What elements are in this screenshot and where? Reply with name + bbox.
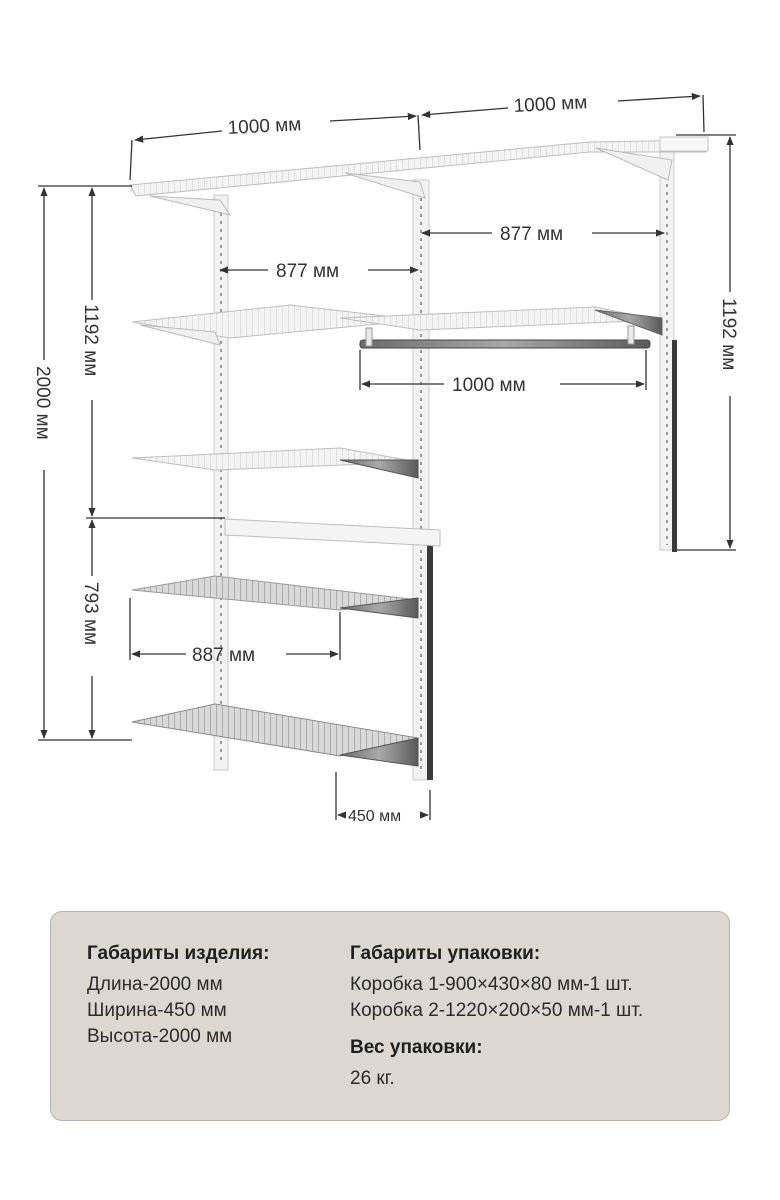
package-dimensions bbox=[350, 942, 643, 1092]
product-dimensions-header: Габариты изделия: bbox=[87, 943, 270, 964]
dim-inner-right-span: 877 мм bbox=[500, 224, 564, 245]
dim-depth: 450 мм bbox=[348, 808, 402, 825]
shelf-left-2 bbox=[132, 305, 420, 345]
dim-top-right-width: 1000 мм bbox=[513, 92, 588, 117]
product-length: Длина-2000 мм bbox=[87, 974, 223, 995]
package-box-1: Коробка 1-900×430×80 мм-1 шт. bbox=[350, 974, 633, 995]
vertical-rail-right bbox=[660, 150, 677, 552]
shelf-right-with-rod bbox=[340, 307, 662, 348]
dim-total-height: 2000 мм bbox=[32, 366, 53, 440]
shelf-left-3 bbox=[132, 448, 418, 478]
package-weight-value: 26 кг. bbox=[350, 1068, 395, 1089]
dim-lower-shelf-span: 887 мм bbox=[192, 645, 256, 666]
shelf-left-4 bbox=[132, 576, 418, 618]
package-dimensions-header: Габариты упаковки: bbox=[350, 943, 541, 964]
product-dimensions bbox=[87, 942, 269, 1050]
product-width: Ширина-450 мм bbox=[87, 1000, 227, 1021]
vertical-rail-left bbox=[214, 195, 228, 770]
package-box-2: Коробка 2-1220×200×50 мм-1 шт. bbox=[350, 1000, 644, 1021]
dim-lower-height: 793 мм bbox=[80, 582, 101, 646]
dim-upper-height-right: 1192 мм bbox=[718, 298, 739, 371]
dim-upper-height-left: 1192 мм bbox=[80, 304, 101, 377]
horizontal-bar bbox=[225, 519, 440, 546]
product-height: Высота-2000 мм bbox=[87, 1026, 233, 1047]
specifications-panel bbox=[50, 911, 730, 1121]
dim-top-left-width: 1000 мм bbox=[227, 114, 302, 139]
dim-rod-length: 1000 мм bbox=[452, 375, 526, 396]
shelf-bottom bbox=[132, 704, 418, 766]
dim-inner-left-span: 877 мм bbox=[276, 261, 340, 282]
package-weight-header: Вес упаковки: bbox=[350, 1037, 483, 1058]
